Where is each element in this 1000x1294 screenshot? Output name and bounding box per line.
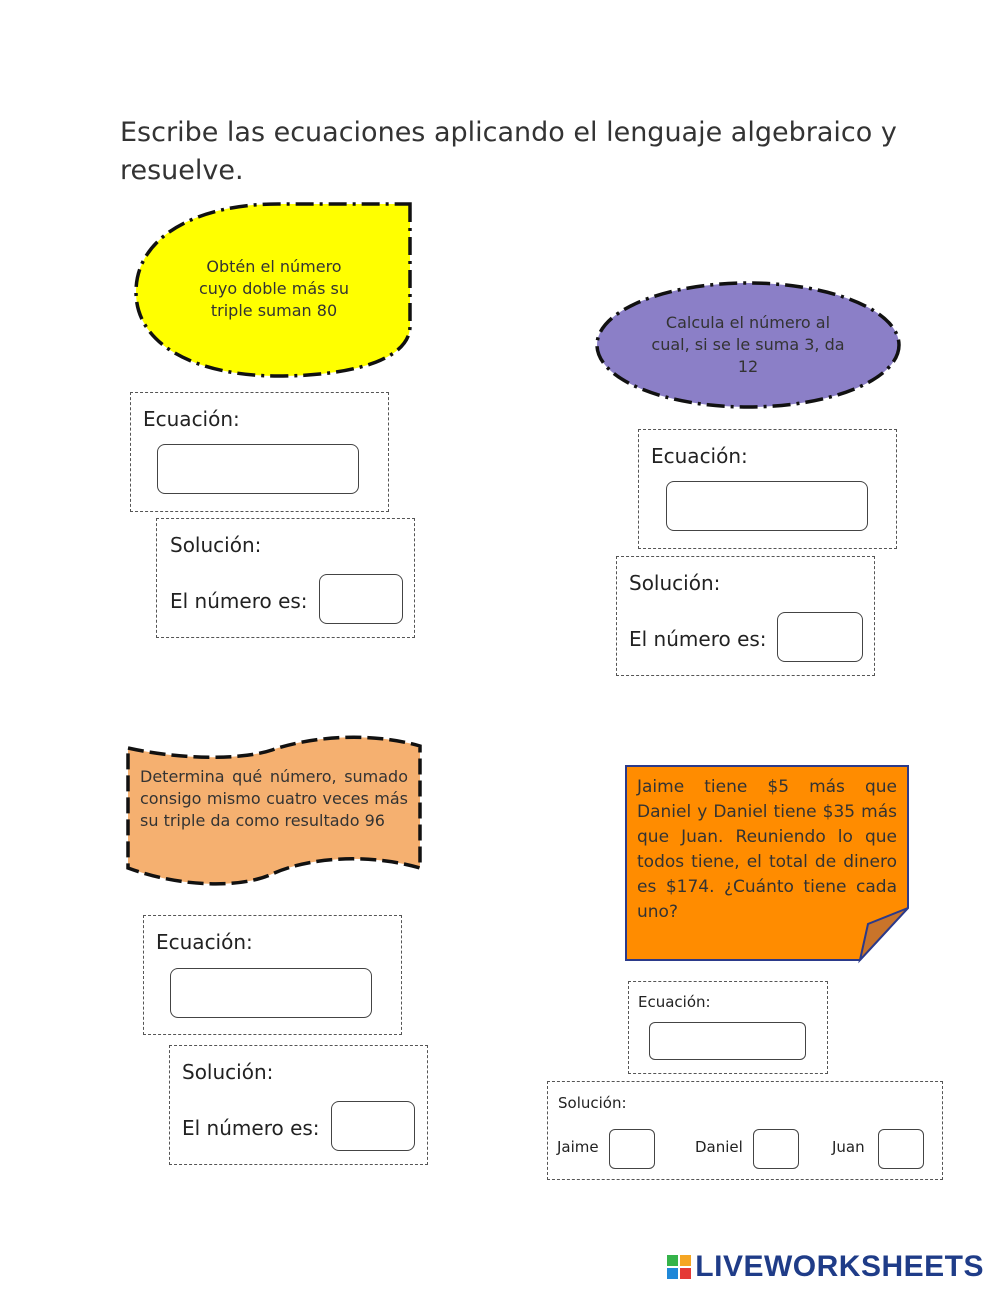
equation-label: Ecuación:: [638, 993, 711, 1011]
problem-1-solution-panel: [156, 518, 415, 638]
problem-1-equation-input[interactable]: [157, 444, 359, 494]
name-label-jaime: Jaime: [557, 1138, 599, 1156]
answer-label: El número es:: [170, 589, 308, 613]
problem-4-equation-input[interactable]: [649, 1022, 806, 1060]
problem-2-text: Calcula el número al cual, si se le suma 3, da 12: [651, 313, 845, 376]
problem-2-answer-input[interactable]: [777, 612, 863, 662]
problem-2-equation-panel: [638, 429, 897, 549]
problem-4-solution-panel: [547, 1081, 943, 1180]
problem-2-equation-input[interactable]: [666, 481, 868, 531]
answer-label: El número es:: [182, 1116, 320, 1140]
problem-1-answer-input[interactable]: [319, 574, 403, 624]
problem-3-text: Determina qué número, sumado consigo mismo cuatro veces más su triple da como resultado 96: [140, 767, 408, 830]
page-title: Escribe las ecuaciones aplicando el lenguaje algebraico y resuelve.: [120, 117, 897, 186]
problem-2-solution-panel: [616, 556, 875, 676]
problem-4-text: Jaime tiene $5 más que Daniel y Daniel tiene $35 más que Juan. Reuniendo lo que todos tiene, el total de dinero es $174. ¿Cuánto tiene cada uno?: [637, 777, 897, 922]
problem-3-answer-input[interactable]: [331, 1101, 415, 1151]
equation-label: Ecuación:: [143, 407, 240, 431]
equation-label: Ecuación:: [651, 444, 748, 468]
problem-4-equation-panel: [628, 981, 828, 1074]
problem-1-equation-panel: [130, 392, 389, 512]
daniel-answer-input[interactable]: [753, 1129, 799, 1169]
name-label-juan: Juan: [832, 1138, 865, 1156]
name-label-daniel: Daniel: [695, 1138, 743, 1156]
solution-label: Solución:: [170, 533, 262, 557]
solution-label: Solución:: [629, 571, 721, 595]
answer-label: El número es:: [629, 627, 767, 651]
liveworksheets-logo-icon: [666, 1254, 692, 1280]
brand-logo: [666, 1250, 984, 1284]
solution-label: Solución:: [182, 1060, 274, 1084]
juan-answer-input[interactable]: [878, 1129, 924, 1169]
problem-3-equation-input[interactable]: [170, 968, 372, 1018]
problem-3-solution-panel: [169, 1045, 428, 1165]
solution-label: Solución:: [558, 1094, 627, 1112]
problem-1-text: Obtén el número cuyo doble más su triple suman 80: [198, 257, 350, 320]
equation-label: Ecuación:: [156, 930, 253, 954]
brand-name: LIVEWORKSHEETS: [695, 1250, 984, 1283]
problem-3-equation-panel: [143, 915, 402, 1035]
jaime-answer-input[interactable]: [609, 1129, 655, 1169]
